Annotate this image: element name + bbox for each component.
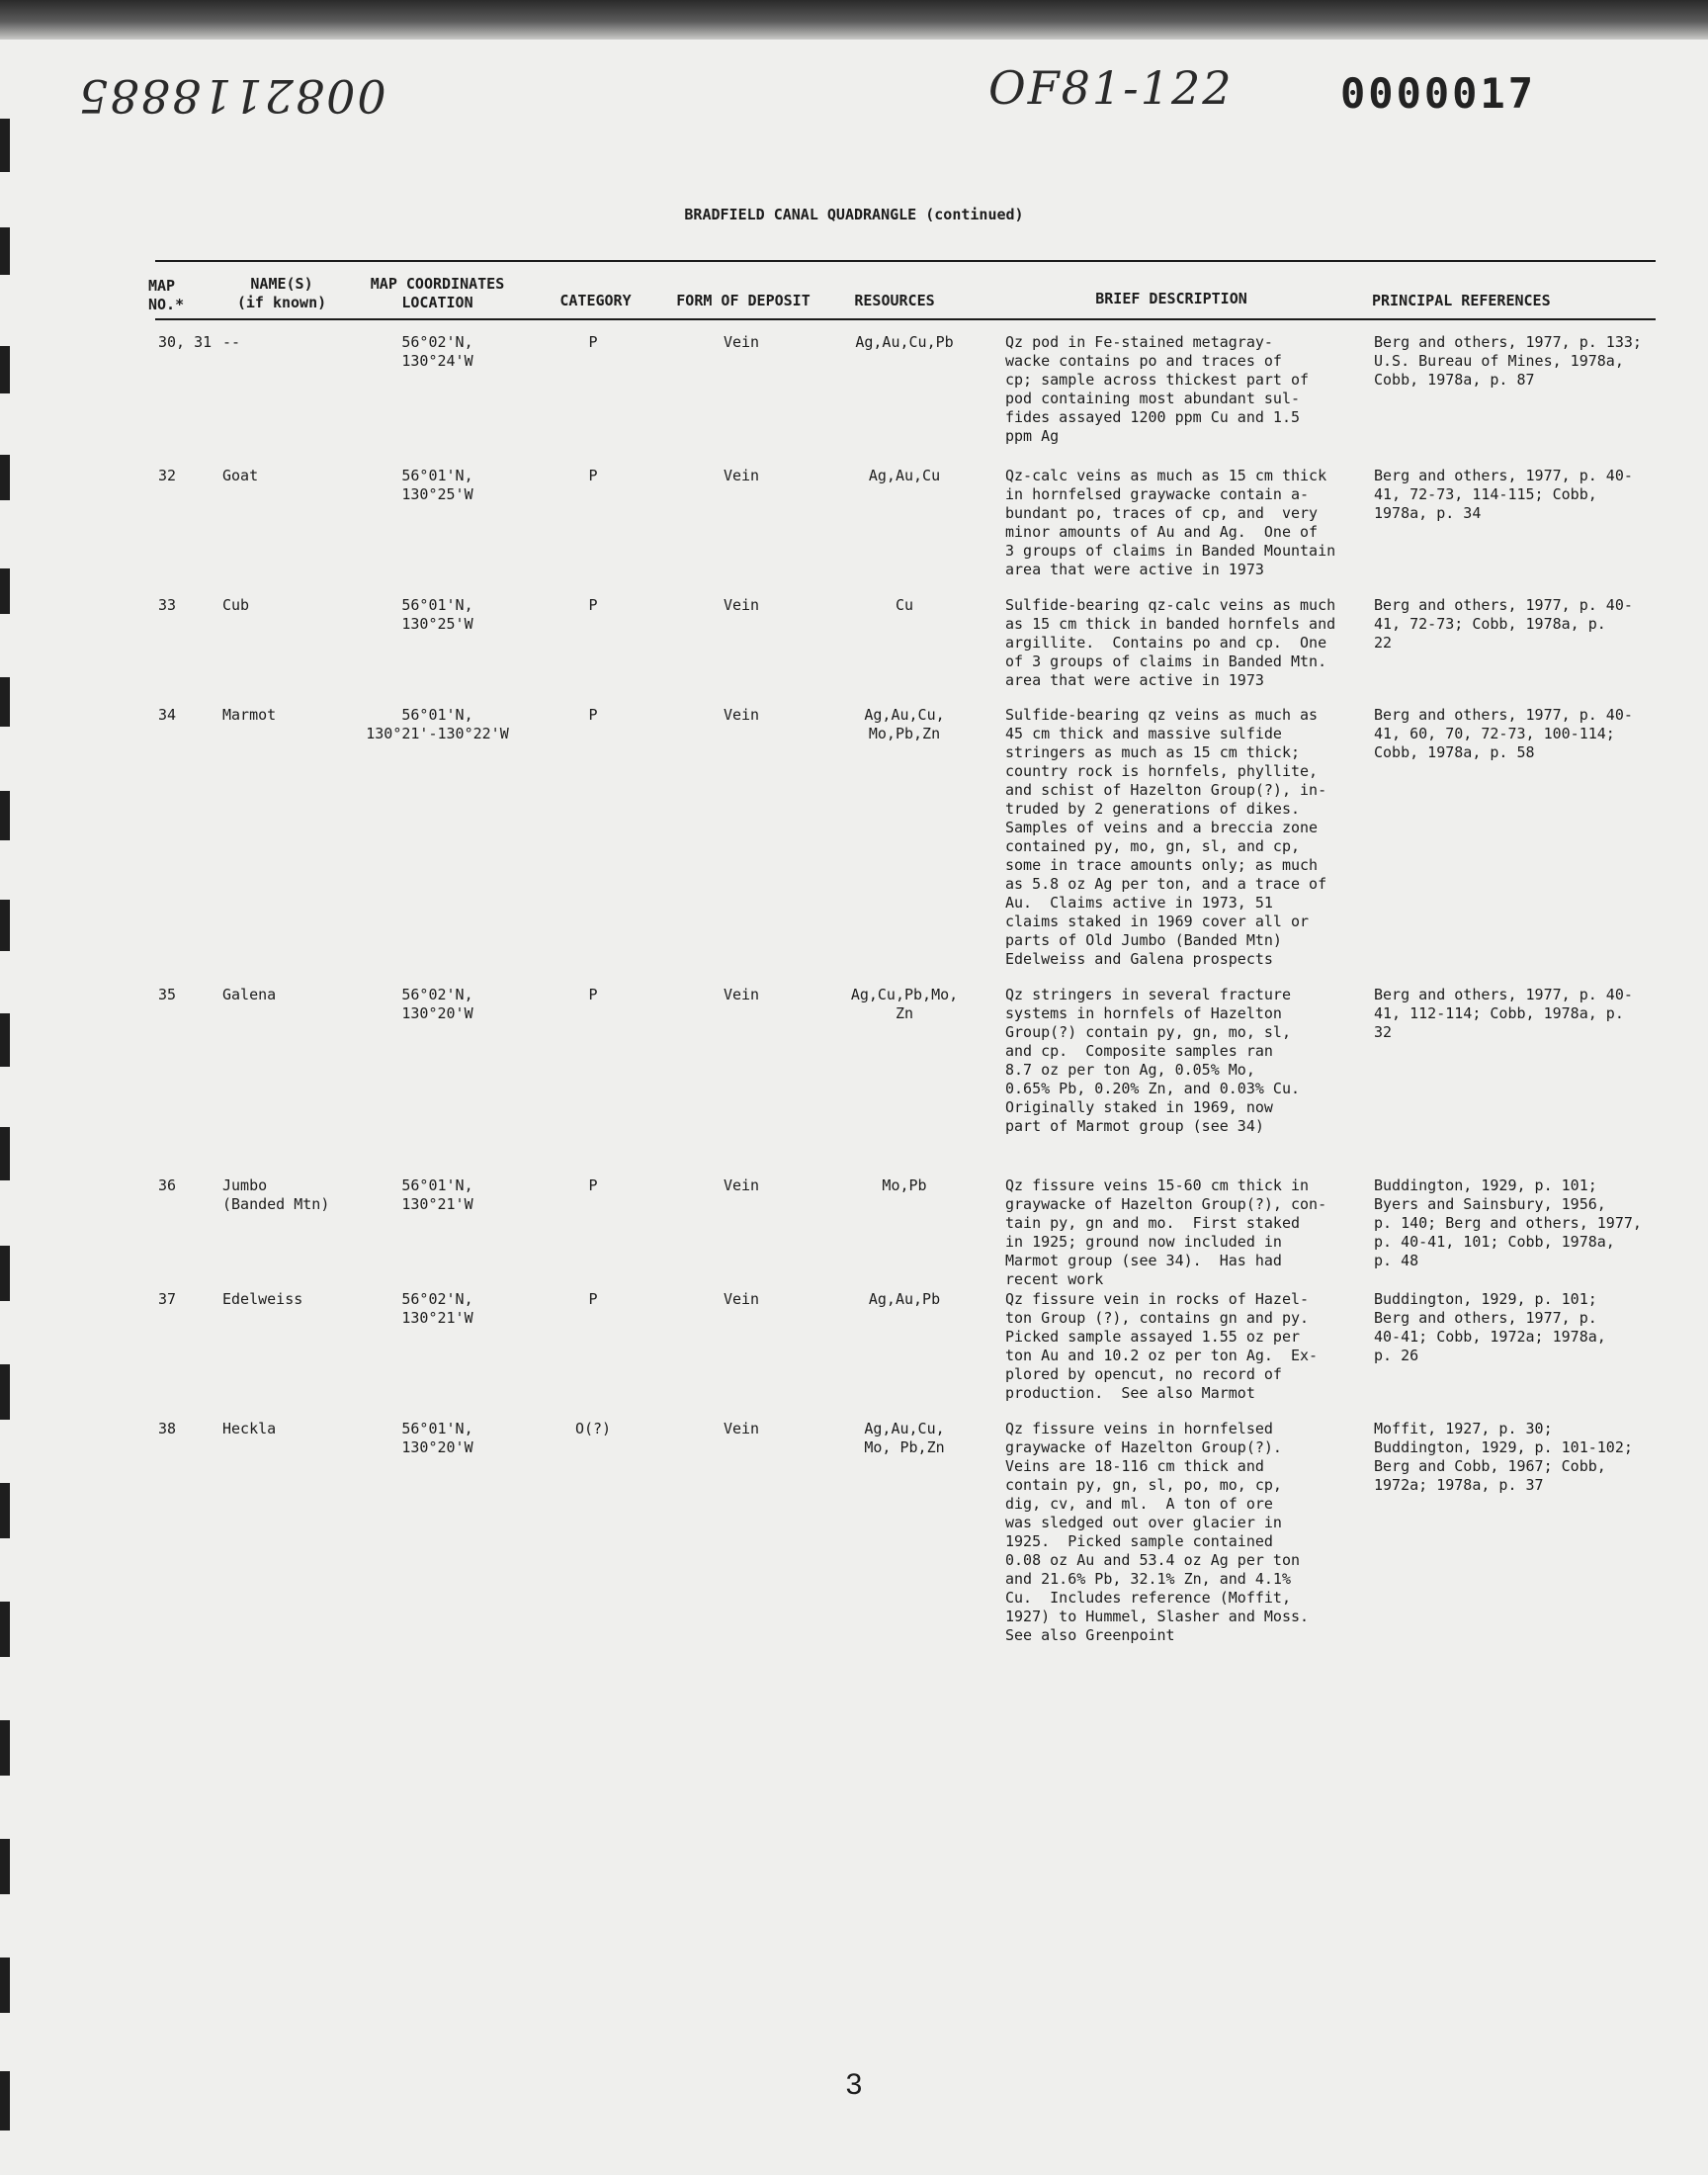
cell-coords: 56°02'N, 130°21'W	[401, 1290, 473, 1327]
page-title: BRADFIELD CANAL QUADRANGLE (continued)	[684, 206, 1024, 223]
cell-category: P	[588, 1176, 598, 1194]
cell-category: P	[588, 1290, 598, 1308]
cell-name: Goat	[222, 467, 259, 484]
cell-coords: 56°02'N, 130°20'W	[401, 986, 473, 1022]
cell-description: Qz fissure veins 15-60 cm thick in graywacke of Hazelton Group(?), con- tain py, gn and mo. First staked in 1925; ground now included in Marmot group (see 34). Has had recent work	[1005, 1176, 1327, 1288]
cell-name: Cub	[222, 596, 250, 614]
cell-coords: 56°01'N, 130°21'W	[401, 1176, 473, 1213]
cell-description: Qz stringers in several fracture systems in hornfels of Hazelton Group(?) contain py, gn, mo, sl, and cp. Composite samples ran 8.7 oz per ton Ag, 0.05% Mo, 0.65% Pb, 0.20% Zn, and 0.03% Cu. Originally staked in 1969, now part of Marmot group (see 34)	[1005, 986, 1301, 1135]
cell-map-no: 32	[158, 467, 177, 484]
header-coords: MAP COORDINATES LOCATION	[370, 275, 505, 311]
cell-map-no: 38	[158, 1420, 177, 1437]
cell-form: Vein	[723, 467, 760, 484]
binding-holes	[0, 119, 22, 2155]
cell-description: Qz fissure veins in hornfelsed graywacke of Hazelton Group(?). Veins are 18-116 cm thick and contain py, gn, sl, po, mo, cp, dig, cv, and ml. A ton of ore was sledged out over glacier in 1925. Picked sample contained 0.08 oz Au and 53.4 oz Ag per ton and 21.6% Pb, 32.1% Zn, and 4.1% Cu. Includes reference (Moffit, 1927) to Hummel, Slasher and Moss. See also Greenpoint	[1005, 1420, 1310, 1644]
cell-form: Vein	[723, 1176, 760, 1194]
cell-resources: Ag,Au,Cu,Pb	[855, 333, 954, 351]
cell-name: Marmot	[222, 706, 277, 724]
cell-map-no: 33	[158, 596, 177, 614]
cell-map-no: 30, 31	[158, 333, 213, 351]
header-form-of-deposit: FORM OF DEPOSIT	[676, 292, 811, 309]
cell-map-no: 36	[158, 1176, 177, 1194]
cell-name: Galena	[222, 986, 277, 1003]
cell-description: Sulfide-bearing qz veins as much as 45 cm thick and massive sulfide stringers as much as 15 cm thick; country rock is hornfels, phyllite, and schist of Hazelton Group(?), in- truded by 2 generations of dikes. Samples of veins and a breccia zone contained py, mo, gn, sl, and cp, some in trace amounts only; as much as 5.8 oz Ag per ton, and a trace of Au. Claims active in 1973, 51 claims staked in 1969 cover all or parts of Old Jumbo (Banded Mtn) Edelweiss and Galena prospects	[1005, 706, 1327, 968]
cell-form: Vein	[723, 706, 760, 724]
cell-references: Berg and others, 1977, p. 40- 41, 60, 70, 72-73, 100-114; Cobb, 1978a, p. 58	[1374, 706, 1633, 761]
cell-category: P	[588, 706, 598, 724]
cell-coords: 56°02'N, 130°24'W	[401, 333, 473, 370]
cell-map-no: 37	[158, 1290, 177, 1308]
cell-form: Vein	[723, 986, 760, 1003]
cell-description: Sulfide-bearing qz-calc veins as much as 15 cm thick in banded hornfels and argillite. Contains po and cp. One of 3 groups of claims in Banded Mtn. area that were active in 1973	[1005, 596, 1336, 689]
cell-coords: 56°01'N, 130°25'W	[401, 596, 473, 633]
handwritten-id-note: 0082118885	[77, 69, 386, 123]
cell-form: Vein	[723, 1420, 760, 1437]
header-resources: RESOURCES	[854, 292, 935, 309]
cell-references: Berg and others, 1977, p. 133; U.S. Bureau of Mines, 1978a, Cobb, 1978a, p. 87	[1374, 333, 1642, 389]
cell-references: Berg and others, 1977, p. 40- 41, 112-114; Cobb, 1978a, p. 32	[1374, 986, 1633, 1041]
cell-form: Vein	[723, 333, 760, 351]
cell-resources: Ag,Au,Cu, Mo,Pb,Zn	[864, 706, 945, 742]
stamped-page-number: 0000017	[1340, 69, 1537, 118]
cell-name: Jumbo (Banded Mtn)	[222, 1176, 330, 1213]
cell-references: Moffit, 1927, p. 30; Buddington, 1929, p. 101-102; Berg and Cobb, 1967; Cobb, 1972a; 1978a, p. 37	[1374, 1420, 1633, 1494]
cell-coords: 56°01'N, 130°25'W	[401, 467, 473, 503]
cell-coords: 56°01'N, 130°21'-130°22'W	[366, 706, 509, 742]
scan-top-edge	[0, 0, 1708, 40]
cell-resources: Cu	[895, 596, 914, 614]
cell-references: Berg and others, 1977, p. 40- 41, 72-73; Cobb, 1978a, p. 22	[1374, 596, 1633, 652]
cell-name: Heckla	[222, 1420, 277, 1437]
header-map-no: MAP NO.*	[148, 277, 185, 313]
cell-category: P	[588, 986, 598, 1003]
cell-references: Berg and others, 1977, p. 40- 41, 72-73, 114-115; Cobb, 1978a, p. 34	[1374, 467, 1633, 522]
cell-references: Buddington, 1929, p. 101; Byers and Sainsbury, 1956, p. 140; Berg and others, 1977, p. 40-41, 101; Cobb, 1978a, p. 48	[1374, 1176, 1642, 1269]
cell-map-no: 34	[158, 706, 177, 724]
cell-category: P	[588, 467, 598, 484]
cell-form: Vein	[723, 596, 760, 614]
table-header-rule	[155, 318, 1656, 320]
cell-description: Qz fissure vein in rocks of Hazel- ton Group (?), contains gn and py. Picked sample assayed 1.55 oz per ton Au and 10.2 oz per ton Ag. Ex- plored by opencut, no record of production. See also Marmot	[1005, 1290, 1319, 1402]
cell-description: Qz pod in Fe-stained metagray- wacke contains po and traces of cp; sample across thickest part of pod containing most abundant sul- fides assayed 1200 ppm Cu and 1.5 ppm Ag	[1005, 333, 1310, 445]
cell-resources: Mo,Pb	[882, 1176, 927, 1194]
page-number: 3	[845, 2068, 863, 2101]
cell-references: Buddington, 1929, p. 101; Berg and others, 1977, p. 40-41; Cobb, 1972a; 1978a, p. 26	[1374, 1290, 1606, 1364]
cell-resources: Ag,Cu,Pb,Mo, Zn	[850, 986, 959, 1022]
cell-resources: Ag,Au,Cu	[868, 467, 941, 484]
cell-form: Vein	[723, 1290, 760, 1308]
header-brief-description: BRIEF DESCRIPTION	[1095, 290, 1247, 307]
cell-category: P	[588, 596, 598, 614]
cell-map-no: 35	[158, 986, 177, 1003]
cell-coords: 56°01'N, 130°20'W	[401, 1420, 473, 1456]
cell-category: P	[588, 333, 598, 351]
cell-resources: Ag,Au,Pb	[868, 1290, 941, 1308]
header-category: CATEGORY	[559, 292, 632, 309]
cell-name: --	[222, 333, 241, 351]
header-names: NAME(S) (if known)	[236, 275, 327, 311]
cell-description: Qz-calc veins as much as 15 cm thick in hornfelsed graywacke contain a- bundant po, traces of cp, and very minor amounts of Au and Ag. One of 3 groups of claims in Banded Mountain area that were active in 1973	[1005, 467, 1336, 578]
handwritten-report-number: OF81-122	[988, 61, 1234, 115]
cell-resources: Ag,Au,Cu, Mo, Pb,Zn	[864, 1420, 945, 1456]
cell-category: O(?)	[574, 1420, 612, 1437]
header-principal-references: PRINCIPAL REFERENCES	[1372, 292, 1551, 309]
table-top-rule	[155, 260, 1656, 262]
cell-name: Edelweiss	[222, 1290, 303, 1308]
